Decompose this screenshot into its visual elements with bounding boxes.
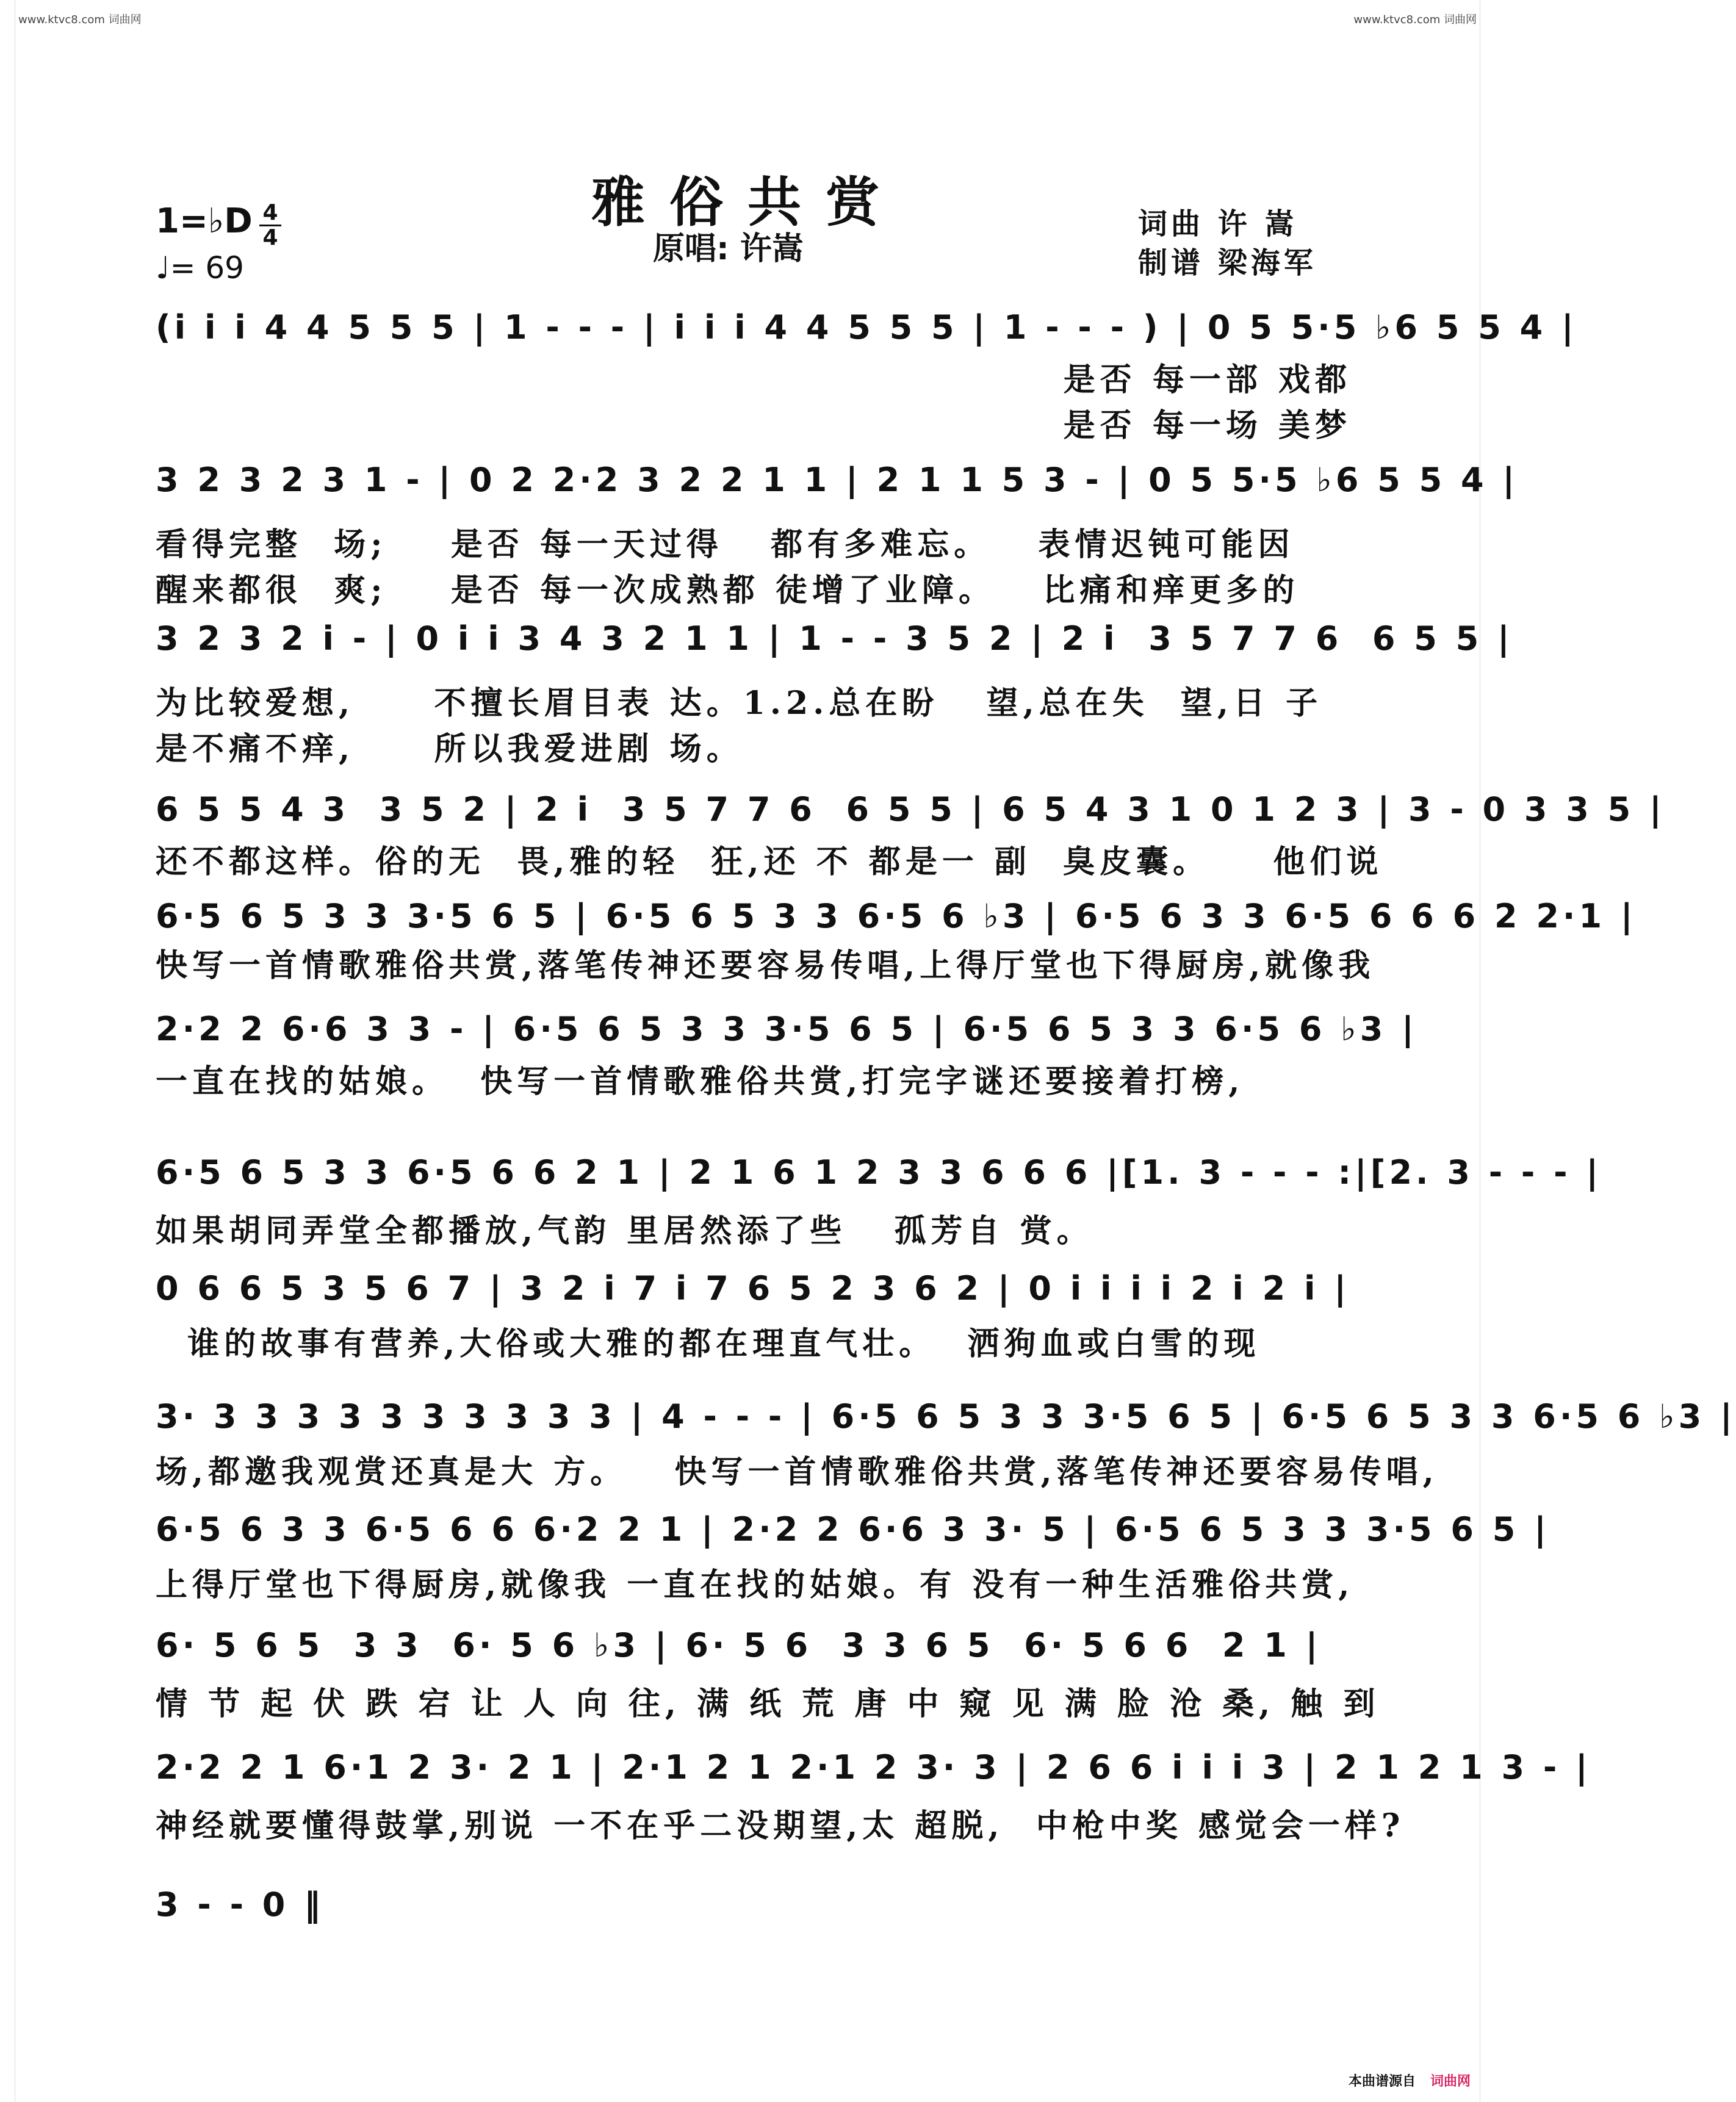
lyric-line: 上得厅堂也下得厨房,就像我 一直在找的姑娘。有 没有一种生活雅俗共赏, bbox=[156, 1566, 1355, 1603]
lyric-line: 一直在找的姑娘。 快写一首情歌雅俗共赏,打完字谜还要接着打榜, bbox=[156, 1063, 1245, 1100]
score-notes-line: 3 - - 0 ‖ bbox=[156, 1885, 325, 1924]
lyric-line: 是否 每一部 戏都 bbox=[1063, 361, 1352, 398]
watermark-left: www.ktvc8.com 词曲网 bbox=[18, 13, 142, 26]
score-notes-line: 6·5 6 3 3 6·5 6 6 6·2 2 1 | 2·2 2 6·6 3 3· 5 | 6·5 6 5 3 3 3·5 6 5 | bbox=[156, 1510, 1550, 1549]
lyricist-composer: 词曲 许 嵩 bbox=[1138, 207, 1298, 241]
notation-by: 制谱 梁海军 bbox=[1138, 246, 1317, 280]
score-notes-line: 6· 5 6 5 3 3 6· 5 6 ♭3 | 6· 5 6 3 3 6 5 6· 5 6 6 2 1 | bbox=[156, 1626, 1322, 1665]
song-title: 雅俗共赏 bbox=[591, 170, 904, 234]
key-signature: 1=♭D bbox=[156, 201, 253, 241]
watermark-right: www.ktvc8.com 词曲网 bbox=[1353, 13, 1477, 26]
footer-site: 词曲网 bbox=[1430, 2074, 1471, 2089]
score-notes-line: 3· 3 3 3 3 3 3 3 3 3 3 | 4 - - - | 6·5 6 5 3 3 3·5 6 5 | 6·5 6 5 3 3 6·5 6 ♭3 | bbox=[156, 1397, 1736, 1436]
score-notes-line: 3 2 3 2 i - | 0 i i 3 4 3 2 1 1 | 1 - - 3 5 2 | 2 i 3 5 7 7 6 6 5 5 | bbox=[156, 619, 1513, 658]
score-notes-line: 6·5 6 5 3 3 6·5 6 6 2 1 | 2 1 6 1 2 3 3 6 6 6 |[1. 3 - - - :|[2. 3 - - - | bbox=[156, 1153, 1602, 1192]
lyric-line: 还不都这样。俗的无 畏,雅的轻 狂,还 不 都是一 副 臭皮囊。 他们说 bbox=[156, 843, 1383, 880]
score-notes-line: 2·2 2 6·6 3 3 - | 6·5 6 5 3 3 3·5 6 5 | 6·5 6 5 3 3 6·5 6 ♭3 | bbox=[156, 1010, 1417, 1048]
lyric-line: 是否 每一场 美梦 bbox=[1063, 407, 1352, 444]
left-margin-strip bbox=[0, 0, 15, 2102]
score-notes-line: 2·2 2 1 6·1 2 3· 2 1 | 2·1 2 1 2·1 2 3· 3 | 2 6 6 i i i 3 | 2 1 2 1 3 - | bbox=[156, 1748, 1591, 1787]
lyric-line: 快写一首情歌雅俗共赏,落笔传神还要容易传唱,上得厅堂也下得厨房,就像我 bbox=[156, 947, 1375, 984]
lyric-line: 神经就要懂得鼓掌,别说 一不在乎二没期望,太 超脱, 中枪中奖 感觉会一样? bbox=[156, 1807, 1405, 1845]
footer-source: 本曲谱源自 bbox=[1348, 2074, 1416, 2089]
score-notes-line: 6·5 6 5 3 3 3·5 6 5 | 6·5 6 5 3 3 6·5 6 ♭3 | 6·5 6 3 3 6·5 6 6 6 2 2·1 | bbox=[156, 897, 1637, 935]
time-signature bbox=[259, 201, 281, 250]
score-notes-line: 6 5 5 4 3 3 5 2 | 2 i 3 5 7 7 6 6 5 5 | 6 5 4 3 1 0 1 2 3 | 3 - 0 3 3 5 | bbox=[156, 790, 1665, 829]
score-notes-line: 3 2 3 2 3 1 - | 0 2 2·2 3 2 2 1 1 | 2 1 1 5 3 - | 0 5 5·5 ♭6 5 5 4 | bbox=[156, 461, 1519, 499]
meter-bottom: 4 bbox=[259, 225, 281, 250]
lyric-line: 谁的故事有营养,大俗或大雅的都在理直气壮。 洒狗血或白雪的现 bbox=[156, 1325, 1261, 1362]
lyric-line: 如果胡同弄堂全都播放,气韵 里居然添了些 孤芳自 赏。 bbox=[156, 1212, 1093, 1250]
tempo-marking: ♩= 69 bbox=[156, 250, 244, 286]
lyric-line: 看得完整 场; 是否 每一天过得 都有多难忘。 表情迟钝可能因 bbox=[156, 526, 1295, 563]
lyric-line: 醒来都很 爽; 是否 每一次成熟都 徒增了业障。 比痛和痒更多的 bbox=[156, 572, 1300, 609]
meter-top: 4 bbox=[262, 200, 278, 225]
lyric-line: 为比较爱想, 不擅长眉目表 达。1.2.总在盼 望,总在失 望,日 子 bbox=[156, 685, 1323, 722]
lyric-line: 场,都邀我观赏还真是大 方。 快写一首情歌雅俗共赏,落笔传神还要容易传唱, bbox=[156, 1453, 1439, 1491]
lyric-line: 情 节 起 伏 跌 宕 让 人 向 往, 满 纸 荒 唐 中 窥 见 满 脸 沧 桑, 触 到 bbox=[156, 1685, 1380, 1722]
lyric-line: 是不痛不痒, 所以我爱进剧 场。 bbox=[156, 730, 743, 768]
original-singer: 原唱: 许嵩 bbox=[653, 231, 804, 267]
score-notes-line: 0 6 6 5 3 5 6 7 | 3 2 i 7 i 7 6 5 2 3 6 2 | 0 i i i i 2 i 2 i | bbox=[156, 1269, 1350, 1308]
score-notes-line: (i i i 4 4 5 5 5 | 1 - - - | i i i 4 4 5 5 5 | 1 - - - ) | 0 5 5·5 ♭6 5 5 4 | bbox=[156, 308, 1577, 347]
